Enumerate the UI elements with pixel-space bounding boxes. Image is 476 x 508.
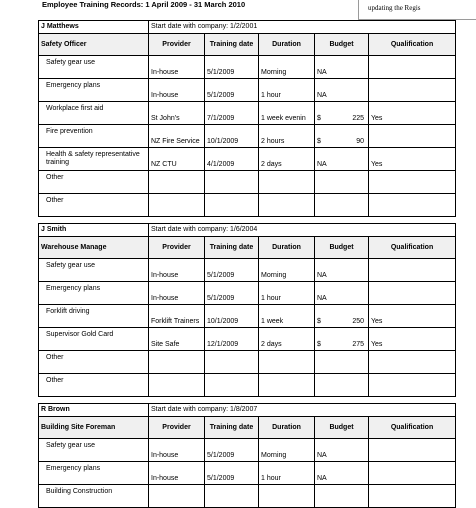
qualification-cell <box>369 439 456 462</box>
qualification-cell <box>369 194 456 217</box>
provider-cell: In-house <box>149 259 205 282</box>
budget-cell <box>315 374 369 397</box>
training-date-cell: 12/1/2009 <box>205 328 259 351</box>
course-name: Safety gear use <box>39 56 149 79</box>
table-row <box>39 462 456 485</box>
duration-cell <box>259 374 315 397</box>
budget-cell <box>315 194 369 217</box>
employee-start-date: Start date with company: 1/2/2001 <box>149 21 456 34</box>
side-note-box <box>358 0 476 20</box>
budget-cell <box>315 462 369 485</box>
course-name: Forklift driving <box>39 305 149 328</box>
table-row <box>39 282 456 305</box>
duration-cell: 1 week evenin <box>259 102 315 125</box>
budget-cell <box>315 125 369 148</box>
table-row <box>39 259 456 282</box>
provider-cell: NZ Fire Service <box>149 125 205 148</box>
budget-cell <box>315 102 369 125</box>
column-header-row <box>39 237 456 259</box>
provider-cell: In-house <box>149 439 205 462</box>
col-budget: Budget <box>315 417 369 439</box>
budget-currency: NA <box>317 272 327 279</box>
provider-cell <box>149 485 205 508</box>
table-row <box>39 171 456 194</box>
budget-currency: NA <box>317 69 327 76</box>
duration-cell: 1 hour <box>259 462 315 485</box>
budget-amount: 250 <box>352 318 364 325</box>
training-date-cell <box>205 171 259 194</box>
employee-name: R Brown <box>39 404 149 417</box>
provider-cell: In-house <box>149 282 205 305</box>
budget-amount: 275 <box>352 341 364 348</box>
table-row <box>39 148 456 171</box>
training-date-cell: 5/1/2009 <box>205 439 259 462</box>
employee-header-row <box>39 404 456 417</box>
budget-currency: NA <box>317 161 327 168</box>
duration-cell: 2 days <box>259 328 315 351</box>
provider-cell <box>149 171 205 194</box>
qualification-cell <box>369 171 456 194</box>
budget-cell <box>315 259 369 282</box>
provider-cell: Site Safe <box>149 328 205 351</box>
col-training-date-label: Training date <box>209 243 254 251</box>
spacer-cell <box>39 397 456 404</box>
col-qualification: Qualification <box>369 417 456 439</box>
spacer-cell <box>39 217 456 224</box>
qualification-cell <box>369 56 456 79</box>
col-provider: Provider <box>149 237 205 259</box>
side-note-text: updating the Regis <box>368 4 421 12</box>
budget-cell <box>315 56 369 79</box>
provider-cell <box>149 351 205 374</box>
course-name: Safety gear use <box>39 439 149 462</box>
col-training-date <box>205 237 259 259</box>
col-training-date-label: Training date <box>209 423 254 431</box>
table-row <box>39 485 456 508</box>
duration-cell: 2 hours <box>259 125 315 148</box>
page-title: Employee Training Records: 1 April 2009 - 31 March 2010 <box>42 0 246 9</box>
duration-cell: 1 hour <box>259 79 315 102</box>
provider-cell <box>149 194 205 217</box>
table-row <box>39 125 456 148</box>
budget-amount: 90 <box>356 138 364 145</box>
col-duration: Duration <box>259 237 315 259</box>
table-row <box>39 439 456 462</box>
budget-cell <box>315 439 369 462</box>
budget-cell <box>315 328 369 351</box>
training-date-cell: 4/1/2009 <box>205 148 259 171</box>
table-row <box>39 374 456 397</box>
employee-role: Building Site Foreman <box>39 417 149 439</box>
provider-cell: NZ CTU <box>149 148 205 171</box>
course-name: Other <box>39 194 149 217</box>
budget-cell <box>315 171 369 194</box>
employee-header-row <box>39 224 456 237</box>
qualification-cell: Yes <box>369 102 456 125</box>
qualification-cell <box>369 259 456 282</box>
training-records-table <box>38 20 456 508</box>
course-name: Fire prevention <box>39 125 149 148</box>
duration-cell <box>259 171 315 194</box>
provider-cell: In-house <box>149 462 205 485</box>
qualification-cell <box>369 462 456 485</box>
duration-cell: Morning <box>259 439 315 462</box>
duration-cell <box>259 194 315 217</box>
employee-name: J Smith <box>39 224 149 237</box>
training-records-body <box>39 21 456 508</box>
budget-currency: NA <box>317 295 327 302</box>
duration-cell: Morning <box>259 56 315 79</box>
course-name: Supervisor Gold Card <box>39 328 149 351</box>
budget-cell <box>315 282 369 305</box>
qualification-cell: Yes <box>369 305 456 328</box>
col-budget: Budget <box>315 34 369 56</box>
col-provider: Provider <box>149 34 205 56</box>
training-date-cell <box>205 194 259 217</box>
col-provider: Provider <box>149 417 205 439</box>
course-name: Emergency plans <box>39 282 149 305</box>
qualification-cell <box>369 79 456 102</box>
training-date-cell: 10/1/2009 <box>205 305 259 328</box>
training-date-cell <box>205 485 259 508</box>
course-name: Other <box>39 374 149 397</box>
budget-currency: NA <box>317 92 327 99</box>
col-training-date-label: Training date <box>209 40 254 48</box>
col-training-date <box>205 417 259 439</box>
employee-start-date: Start date with company: 1/8/2007 <box>149 404 456 417</box>
provider-cell: Forklift Trainers <box>149 305 205 328</box>
duration-cell: 1 hour <box>259 282 315 305</box>
section-spacer <box>39 397 456 404</box>
duration-cell <box>259 351 315 374</box>
budget-amount: 225 <box>352 115 364 122</box>
training-date-cell <box>205 351 259 374</box>
col-duration: Duration <box>259 34 315 56</box>
course-name: Emergency plans <box>39 462 149 485</box>
table-row <box>39 328 456 351</box>
employee-name: J Matthews <box>39 21 149 34</box>
provider-cell: St John's <box>149 102 205 125</box>
employee-start-date: Start date with company: 1/6/2004 <box>149 224 456 237</box>
budget-currency: NA <box>317 475 327 482</box>
employee-role: Warehouse Manage <box>39 237 149 259</box>
provider-cell <box>149 374 205 397</box>
qualification-cell <box>369 374 456 397</box>
section-spacer <box>39 217 456 224</box>
column-header-row <box>39 417 456 439</box>
budget-cell <box>315 485 369 508</box>
budget-cell <box>315 305 369 328</box>
column-header-row <box>39 34 456 56</box>
col-training-date <box>205 34 259 56</box>
course-name: Health & safety representative training <box>39 148 149 171</box>
training-date-cell: 7/1/2009 <box>205 102 259 125</box>
course-name: Building Construction <box>39 485 149 508</box>
budget-currency: $ <box>317 318 321 325</box>
qualification-cell <box>369 351 456 374</box>
qualification-cell <box>369 125 456 148</box>
qualification-cell: Yes <box>369 328 456 351</box>
budget-cell <box>315 79 369 102</box>
duration-cell: 2 days <box>259 148 315 171</box>
training-date-cell: 5/1/2009 <box>205 282 259 305</box>
duration-cell: Morning <box>259 259 315 282</box>
table-row <box>39 351 456 374</box>
provider-cell: In-house <box>149 56 205 79</box>
table-row <box>39 194 456 217</box>
employee-header-row <box>39 21 456 34</box>
budget-currency: $ <box>317 115 321 122</box>
employee-role: Safety Officer <box>39 34 149 56</box>
training-date-cell: 5/1/2009 <box>205 462 259 485</box>
budget-currency: $ <box>317 138 321 145</box>
course-name: Emergency plans <box>39 79 149 102</box>
table-row <box>39 56 456 79</box>
col-budget: Budget <box>315 237 369 259</box>
course-name: Workplace first aid <box>39 102 149 125</box>
course-name: Other <box>39 351 149 374</box>
budget-currency: $ <box>317 341 321 348</box>
training-date-cell: 5/1/2009 <box>205 56 259 79</box>
course-name: Safety gear use <box>39 259 149 282</box>
table-row <box>39 305 456 328</box>
qualification-cell: Yes <box>369 148 456 171</box>
training-date-cell: 5/1/2009 <box>205 79 259 102</box>
provider-cell: In-house <box>149 79 205 102</box>
course-name: Other <box>39 171 149 194</box>
training-date-cell: 10/1/2009 <box>205 125 259 148</box>
duration-cell <box>259 485 315 508</box>
budget-cell <box>315 351 369 374</box>
budget-cell <box>315 148 369 171</box>
duration-cell: 1 week <box>259 305 315 328</box>
table-row <box>39 79 456 102</box>
table-row <box>39 102 456 125</box>
training-date-cell <box>205 374 259 397</box>
qualification-cell <box>369 282 456 305</box>
budget-currency: NA <box>317 452 327 459</box>
col-qualification: Qualification <box>369 237 456 259</box>
col-duration: Duration <box>259 417 315 439</box>
training-date-cell: 5/1/2009 <box>205 259 259 282</box>
col-qualification: Qualification <box>369 34 456 56</box>
qualification-cell <box>369 485 456 508</box>
